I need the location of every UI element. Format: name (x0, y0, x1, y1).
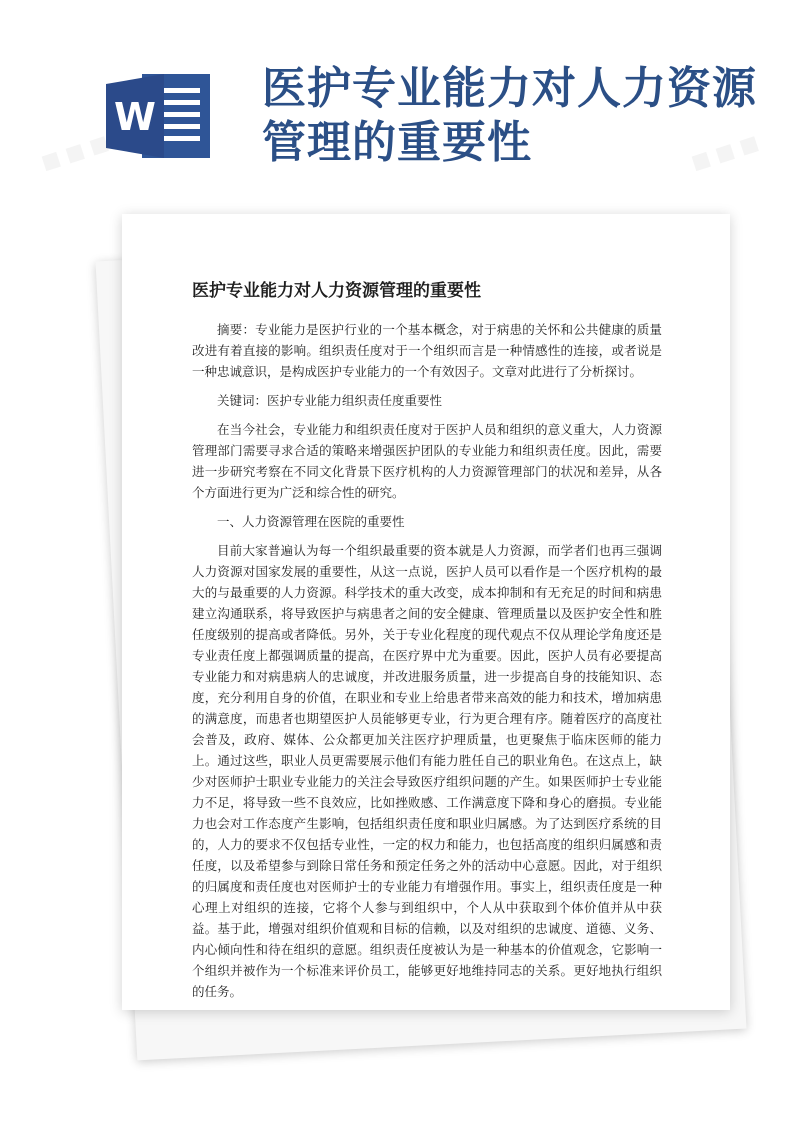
abstract-paragraph: 摘要：专业能力是医护行业的一个基本概念，对于病患的关怀和公共健康的质量改进有着直接的影响。组织责任度对于一个组织而言是一种情感性的连接，或者说是一种忠诚意识，是构成医护专业能力的一个有效因子。文章对此进行了分析探讨。 (192, 322, 662, 379)
keywords-line: 关键词：医护专业能力组织责任度重要性 (217, 393, 443, 408)
logo-letter: W (114, 95, 156, 139)
document-title: 医护专业能力对人力资源管理的重要性 (192, 281, 481, 301)
banner-title: 医护专业能力对人力资源管理的重要性 (262, 63, 757, 168)
word-document-icon (106, 70, 214, 162)
intro-paragraph: 在当今社会，专业能力和组织责任度对于医护人员和组织的意义重大，人力资源管理部门需要寻求合适的策略来增强医护团队的专业能力和组织责任度。因此，需要进一步研究考察在不同文化背景下医疗机构的人力资源管理部门的状况和差异，从各个方面进行更为广泛和综合性的研究。 (192, 422, 662, 500)
section-body-paragraph: 目前大家普遍认为每一个组织最重要的资本就是人力资源，而学者们也再三强调人力资源对国家发展的重要性，从这一点说，医护人员可以看作是一个医疗机构的最大的与最重要的人力资源。科学技术的重大改变，成本抑制和有无充足的时间和病患建立沟通联系，将导致医护与病患者之间的安全健康、管理质量以及医护安全性和胜任度级别的提高或者降低。另外，关于专业化程度的现代观点不仅从理论学角度还是专业责任度上都强调质量的提高，在医疗界中尤为重要。因此，医护人员有必要提高专业能力和对病患病人的忠诚度，并改进服务质量，进一步提高自身的技能知识、态度，充分利用自身的价值，在职业和专业上给患者带来高效的能力和技术，增加病患的满意度，而患者也期望医护人员能够更专业，行为更合理有序。随着医疗的高度社会普及，政府、媒体、公众都更加关注医疗护理质量，也更聚焦于临床医师的能力上。通过这些，职业人员更需要展示他们有能力胜任自己的职业角色。在这点上，缺少对医师护士职业专业能力的关注会导致医疗组织问题的产生。如果医师护士专业能力不足，将导致一些不良效应，比如挫败感、工作满意度下降和身心的磨损。专业能力也会对工作态度产生影响，包括组织责任度和职业归属感。为了达到医疗系统的目的，人力的要求不仅包括专业性，一定的权力和能力，也包括高度的组织归属感和责任度，以及希望参与到除日常任务和预定任务之外的活动中心意愿。因此，对于组织的归属度和责任度也对医师护士的专业能力有增强作用。事实上，组织责任度是一种心理上对组织的连接，它将个人参与到组织中，个人从中获取到个体价值并从中获益。基于此，增强对组织价值观和目标的信赖，以及对组织的忠诚度、道德、义务、内心倾向性和待在组织的意愿。组织责任度被认为是一种基本的价值观念，它影响一个组织并被作为一个标准来评价员工，能够更好地维持同志的关系。更好地执行组织的任务。 (192, 543, 662, 999)
section-heading: 一、人力资源管理在医院的重要性 (217, 514, 405, 529)
document-page[interactable] (122, 214, 730, 1010)
header-banner (0, 0, 800, 200)
